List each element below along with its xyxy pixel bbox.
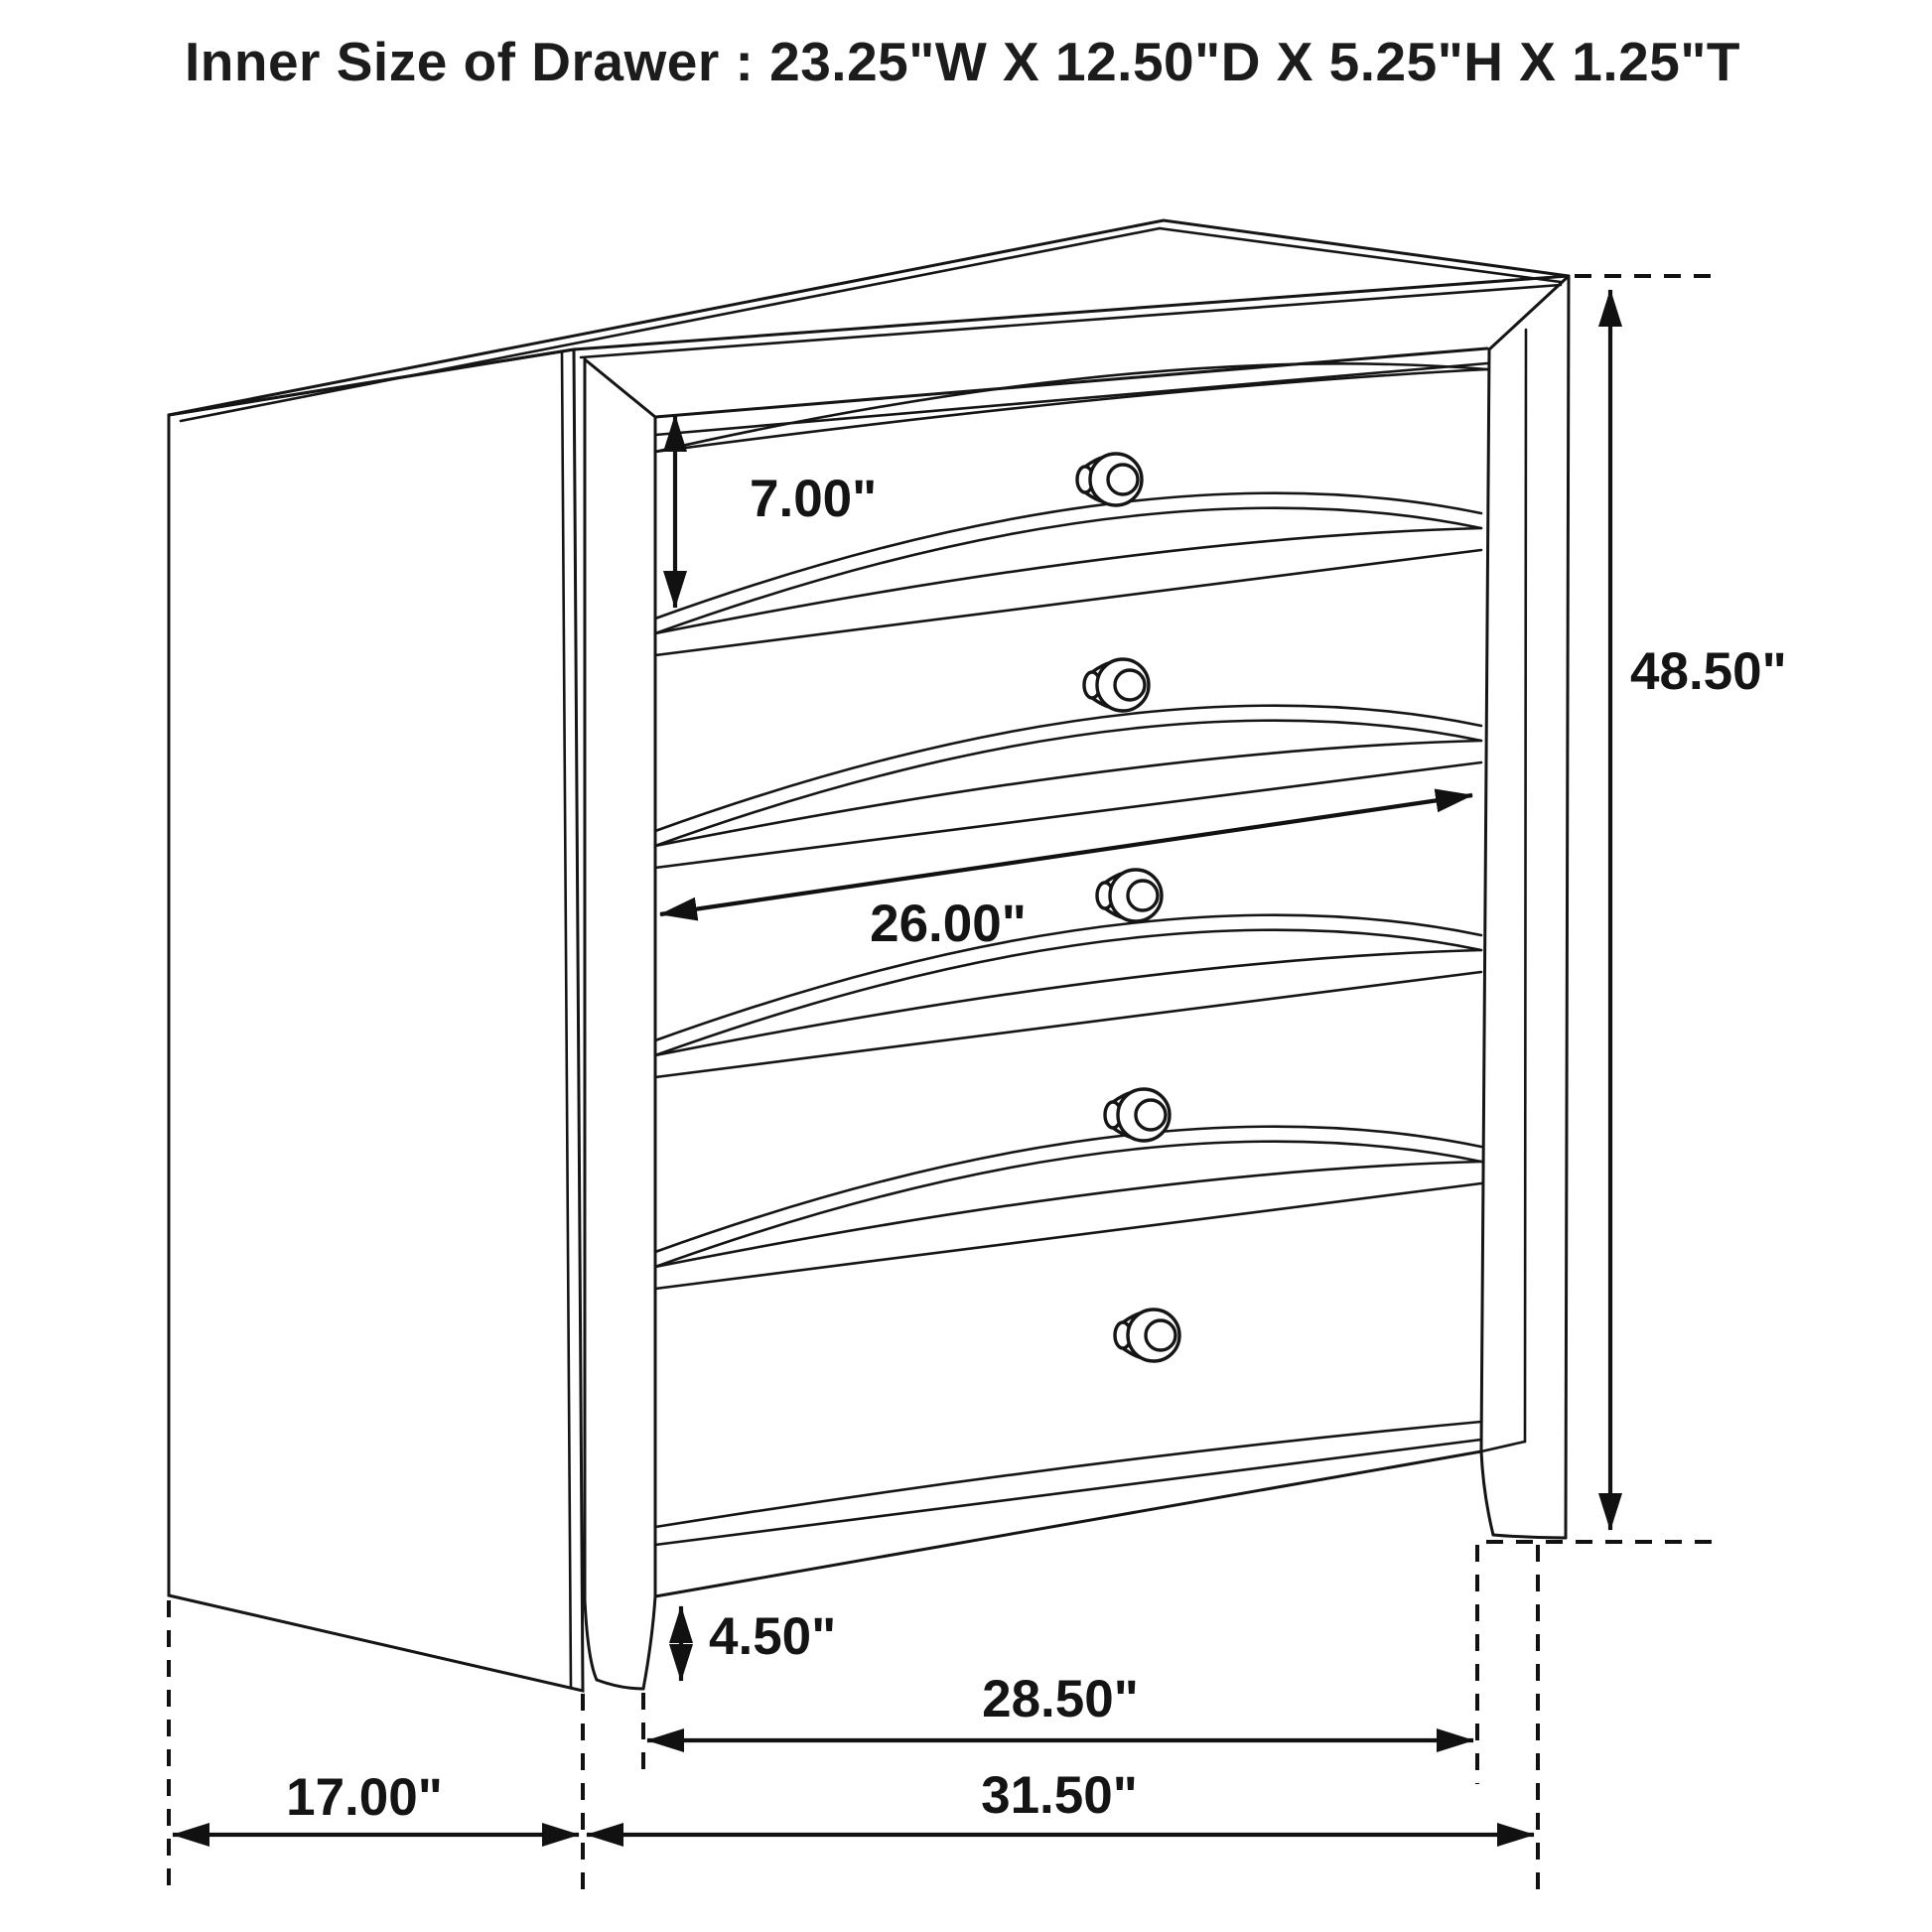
dim-label-overall-height: 48.50" [1630,642,1787,701]
dim-label-depth: 17.00" [286,1768,443,1827]
drawer-knob-5 [1115,1310,1179,1361]
drawer-gap-3 [655,915,1481,1077]
dim-label-feet-span: 28.50" [982,1670,1139,1728]
bottom-rail-and-apron [655,1422,1481,1596]
dim-label-foot-height: 4.50" [709,1607,837,1666]
dim-label-drawer-width: 26.00" [870,895,1027,953]
dimension-arrows [173,290,1610,1835]
drawer-knob-1 [1077,454,1142,505]
front-left-foot [597,1596,655,1689]
drawer-knob-2 [1084,659,1149,711]
front-right-foot [1481,1442,1566,1538]
dim-label-overall-width: 31.50" [981,1766,1138,1825]
chest-top-face [169,220,1569,421]
drawer-gap-2 [655,706,1481,868]
drawer-knob-3 [1097,870,1162,921]
chest-side-panel [169,349,583,1691]
drawer-gap-4 [655,1127,1481,1289]
page-title: Inner Size of Drawer : 23.25"W X 12.50"D X 5.25"H X 1.25"T [185,31,1740,92]
dim-label-drawer-height: 7.00" [750,470,878,528]
drawer-knob-4 [1105,1089,1170,1141]
dim-arrow-drawer-width [660,795,1472,914]
